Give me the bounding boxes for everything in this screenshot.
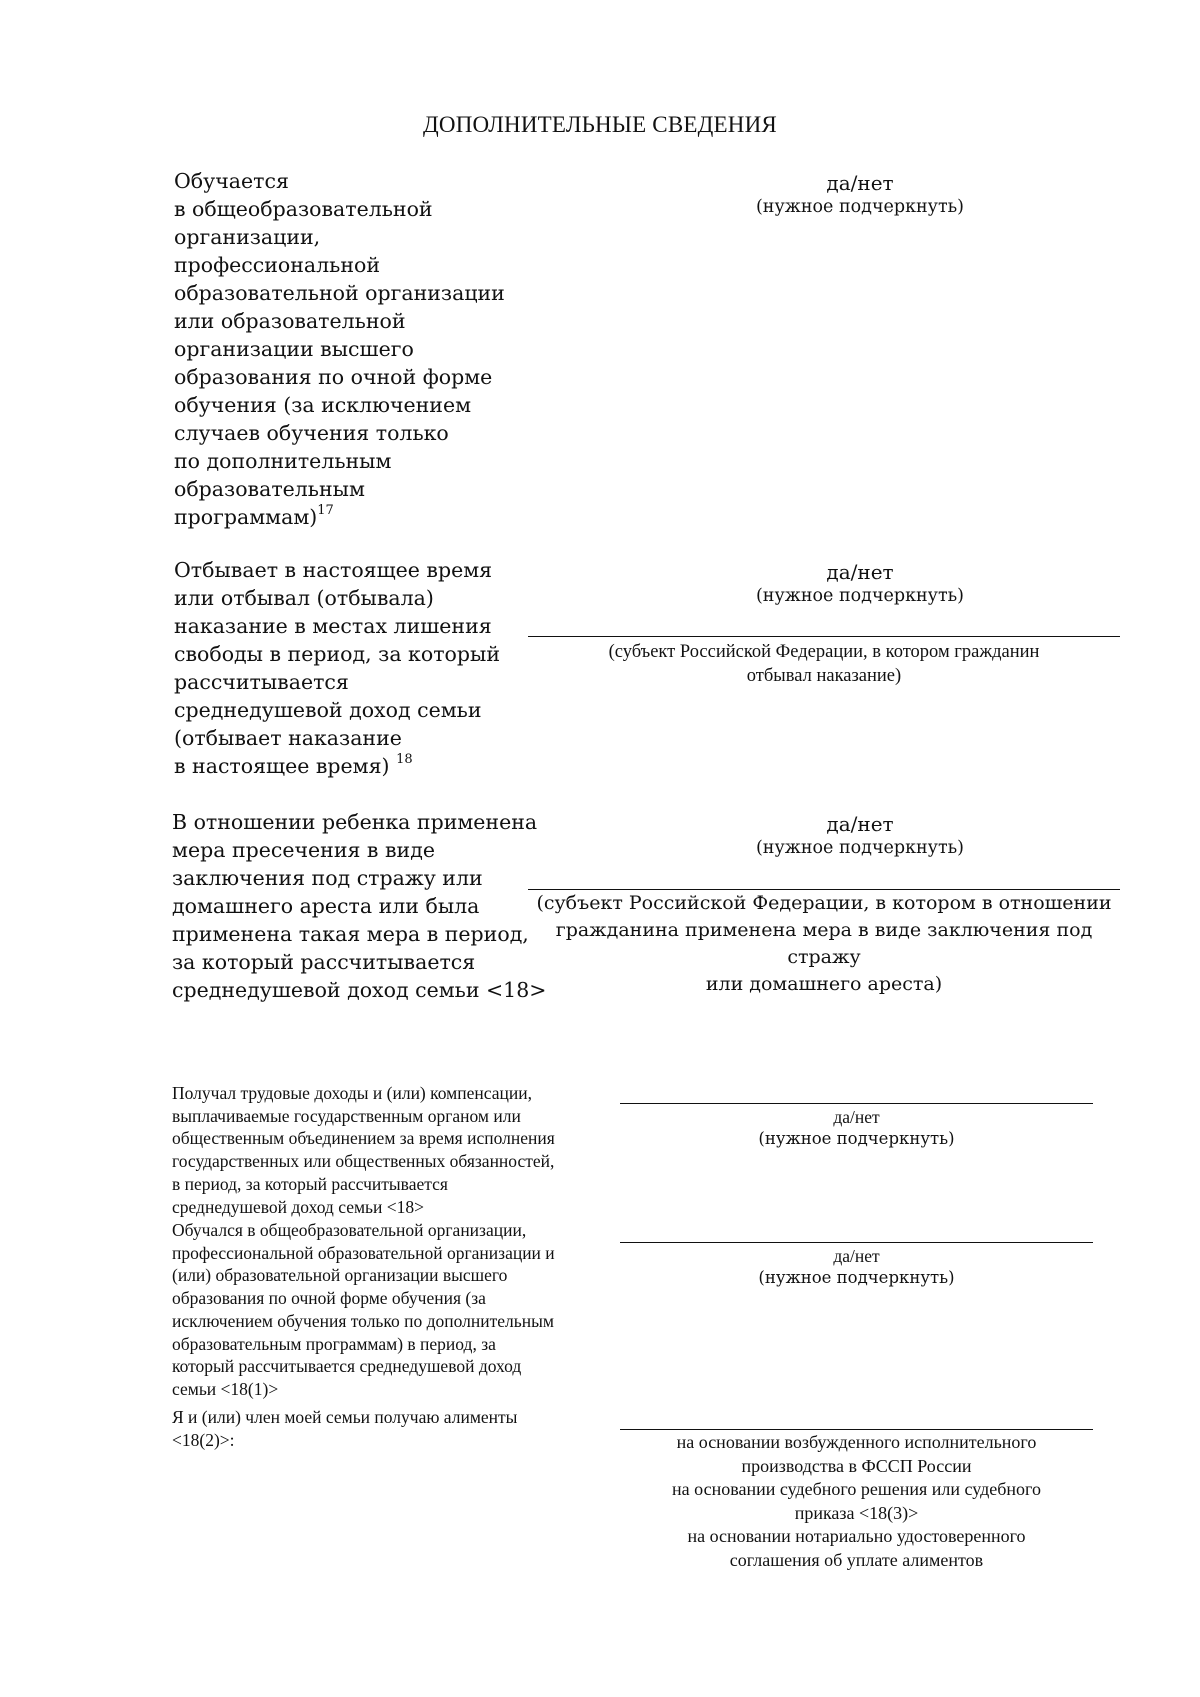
- question-line: обучения (за исключением: [174, 393, 472, 417]
- question-preventive-measure: [172, 808, 546, 1004]
- question-line: применена такая мера в период,: [172, 922, 529, 946]
- question-line: случаев обучения только: [174, 421, 449, 445]
- question-line: семьи <18(1)>: [172, 1378, 279, 1399]
- alimony-option[interactable]: соглашения об уплате алиментов: [729, 1549, 984, 1570]
- question-line: мера пресечения в виде: [172, 838, 435, 862]
- underline-hint: (нужное подчеркнуть): [755, 197, 965, 217]
- underline-hint: (нужное подчеркнуть): [755, 586, 965, 606]
- answer-labor-income: [620, 1106, 1093, 1150]
- question-line: Я и (или) член моей семьи получаю алименты: [172, 1407, 518, 1427]
- question-line: профессиональной образовательной организации и: [172, 1242, 555, 1263]
- subject-caption: (субъект Российской Федерации, в котором в отношении гражданина применена мера в виде заключения под стражу или домашнего ареста): [536, 892, 1112, 995]
- question-line: выплачиваемые государственным органом или: [172, 1105, 521, 1126]
- question-line: <18(2)>:: [172, 1429, 235, 1450]
- yes-no-option[interactable]: да/нет: [833, 1246, 880, 1266]
- question-line: Обучается: [174, 169, 289, 193]
- question-line: в настоящее время) $^{18}$: [174, 752, 413, 778]
- answer-imprisonment: [620, 559, 1100, 607]
- question-line: среднедушевой доход семьи: [174, 698, 482, 722]
- yes-no-option[interactable]: да/нет: [833, 1107, 880, 1127]
- question-line: или отбывал (отбывала): [174, 586, 434, 610]
- subject-field-line[interactable]: [528, 636, 1120, 637]
- question-line: программам)$^{17}$: [174, 503, 334, 529]
- question-line: В отношении ребенка применена: [172, 810, 538, 834]
- question-line: профессиональной: [174, 253, 381, 277]
- question-line: (отбывает наказание: [174, 726, 402, 750]
- question-line: образования по очной форме: [174, 365, 493, 389]
- question-line: среднедушевой доход семьи <18>: [172, 978, 547, 1002]
- question-alimony: [172, 1406, 517, 1451]
- yes-no-option[interactable]: да/нет: [826, 171, 894, 195]
- alimony-option[interactable]: на основании судебного решения или судебного: [672, 1479, 1041, 1499]
- question-line: организации,: [174, 225, 321, 249]
- answer-field-line[interactable]: [620, 1242, 1093, 1243]
- question-studying: [174, 167, 505, 531]
- question-line: организации высшего: [174, 337, 414, 361]
- question-studied: [172, 1219, 555, 1401]
- question-line: рассчитывается: [174, 670, 349, 694]
- page-title: ДОПОЛНИТЕЛЬНЫЕ СВЕДЕНИЯ: [423, 112, 777, 137]
- alimony-option[interactable]: на основании возбужденного исполнительного: [676, 1432, 1037, 1452]
- question-line: Получал трудовые доходы и (или) компенсации,: [172, 1083, 532, 1103]
- question-line: общественным объединением за время исполнения: [172, 1128, 555, 1149]
- yes-no-option[interactable]: да/нет: [826, 812, 894, 836]
- answer-studying: [620, 170, 1100, 218]
- question-line: заключения под стражу или: [172, 866, 483, 890]
- alimony-option[interactable]: на основании нотариально удостоверенного: [687, 1526, 1026, 1546]
- yes-no-option[interactable]: да/нет: [826, 560, 894, 584]
- answer-field-line[interactable]: [620, 1429, 1093, 1430]
- footnote-ref: 18: [396, 752, 413, 768]
- question-line: Обучался в общеобразовательной организации,: [172, 1220, 527, 1240]
- alimony-options: [620, 1431, 1093, 1572]
- question-line: (или) образовательной организации высшего: [172, 1265, 508, 1286]
- alimony-option[interactable]: приказа <18(3)>: [794, 1502, 919, 1523]
- answer-field-line[interactable]: [620, 1103, 1093, 1104]
- underline-hint: (нужное подчеркнуть): [758, 1268, 955, 1287]
- question-labor-income: [172, 1082, 555, 1218]
- question-line: в общеобразовательной: [174, 197, 433, 221]
- question-line: среднедушевой доход семьи <18>: [172, 1196, 424, 1217]
- question-line: за который рассчитывается: [172, 950, 476, 974]
- question-line: в период, за который рассчитывается: [172, 1173, 448, 1194]
- question-line: государственных или общественных обязанностей,: [172, 1151, 555, 1172]
- question-line: свободы в период, за который: [174, 642, 500, 666]
- question-line: Отбывает в настоящее время: [174, 558, 493, 582]
- question-line: образовательным: [174, 477, 365, 501]
- question-line: наказание в местах лишения: [174, 614, 492, 638]
- question-line: образования по очной форме обучения (за: [172, 1288, 486, 1309]
- underline-hint: (нужное подчеркнуть): [758, 1129, 955, 1148]
- question-line: домашнего ареста или была: [172, 894, 480, 918]
- question-line: образовательной организации: [174, 281, 505, 305]
- subject-caption: (субъект Российской Федерации, в котором гражданин отбывал наказание): [608, 642, 1040, 686]
- question-line: или образовательной: [174, 309, 406, 333]
- question-line: исключением обучения только по дополнительным: [172, 1310, 554, 1331]
- question-imprisonment: [174, 556, 500, 780]
- question-line: образовательным программам) в период, за: [172, 1333, 496, 1354]
- question-line: который рассчитывается среднедушевой доход: [172, 1356, 522, 1377]
- question-line: по дополнительным: [174, 449, 392, 473]
- answer-preventive-measure: [620, 811, 1100, 859]
- alimony-option[interactable]: производства в ФССП России: [741, 1455, 972, 1476]
- answer-studied: [620, 1245, 1093, 1289]
- underline-hint: (нужное подчеркнуть): [755, 838, 965, 858]
- footnote-ref: 17: [317, 503, 334, 519]
